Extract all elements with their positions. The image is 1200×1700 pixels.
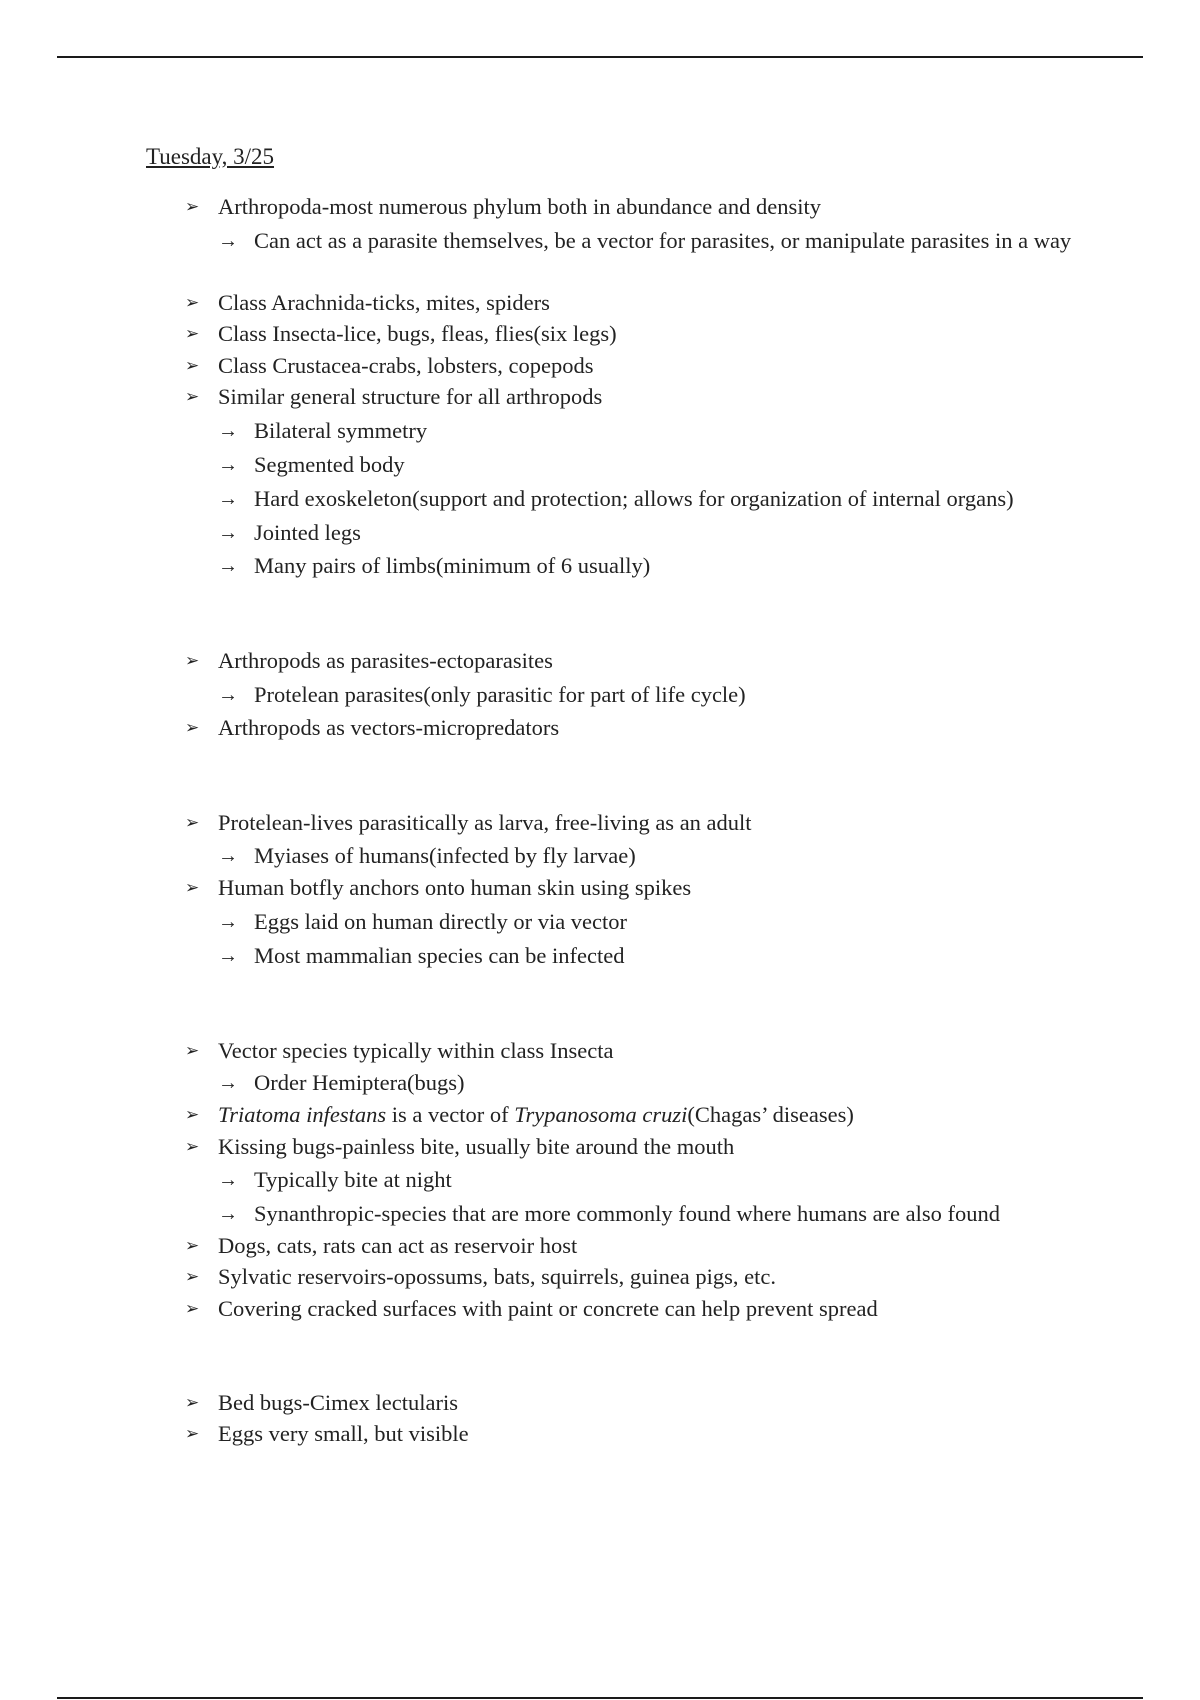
sub-list-item: → Eggs laid on human directly or via vector <box>254 907 627 937</box>
bullet-arrow-icon: ➢ <box>185 1236 200 1255</box>
sub-list-item: → Jointed legs <box>254 518 361 548</box>
sub-list-item: → Synanthropic-species that are more commonly found where humans are also found <box>254 1199 1000 1229</box>
right-arrow-icon: → <box>218 945 238 967</box>
right-arrow-icon: → <box>218 230 238 252</box>
bullet-arrow-icon: ➢ <box>185 878 200 897</box>
right-arrow-icon: → <box>218 522 238 544</box>
bullet-arrow-icon: ➢ <box>185 651 200 670</box>
right-arrow-icon: → <box>218 488 238 510</box>
right-arrow-icon: → <box>218 555 238 577</box>
list-item: ➢ Sylvatic reservoirs-opossums, bats, squirrels, guinea pigs, etc. <box>218 1262 776 1292</box>
bullet-arrow-icon: ➢ <box>185 293 200 312</box>
bullet-arrow-icon: ➢ <box>185 1137 200 1156</box>
list-item: ➢ Covering cracked surfaces with paint or concrete can help prevent spread <box>218 1294 878 1324</box>
list-item: ➢ Triatoma infestans is a vector of Trypanosoma cruzi(Chagas’ diseases) <box>218 1100 854 1130</box>
bullet-arrow-icon: ➢ <box>185 1267 200 1286</box>
list-item: ➢ Eggs very small, but visible <box>218 1419 469 1449</box>
bullet-arrow-icon: ➢ <box>185 1299 200 1318</box>
sub-list-item: → Typically bite at night <box>254 1165 452 1195</box>
list-item: ➢ Vector species typically within class Insecta <box>218 1036 614 1066</box>
sub-list-item: → Most mammalian species can be infected <box>254 941 625 971</box>
sub-list-item: → Many pairs of limbs(minimum of 6 usually) <box>254 551 650 581</box>
top-rule <box>57 56 1143 58</box>
list-item: ➢ Dogs, cats, rats can act as reservoir host <box>218 1231 577 1261</box>
sub-list-item: → Can act as a parasite themselves, be a vector for parasites, or manipulate parasites in a way <box>254 226 1094 256</box>
sub-list-item: → Myiases of humans(infected by fly larvae) <box>254 841 636 871</box>
right-arrow-icon: → <box>218 911 238 933</box>
bullet-arrow-icon: ➢ <box>185 387 200 406</box>
list-item: ➢ Bed bugs-Cimex lectularis <box>218 1388 458 1418</box>
bullet-arrow-icon: ➢ <box>185 718 200 737</box>
sub-list-item: → Protelean parasites(only parasitic for part of life cycle) <box>254 680 746 710</box>
list-item: ➢ Class Crustacea-crabs, lobsters, copepods <box>218 351 594 381</box>
right-arrow-icon: → <box>218 1203 238 1225</box>
sub-list-item: → Segmented body <box>254 450 405 480</box>
bullet-arrow-icon: ➢ <box>185 197 200 216</box>
right-arrow-icon: → <box>218 1072 238 1094</box>
list-item: ➢ Similar general structure for all arthropods <box>218 382 602 412</box>
bullet-arrow-icon: ➢ <box>185 1041 200 1060</box>
page-date-heading: Tuesday, 3/25 <box>146 144 275 169</box>
bullet-arrow-icon: ➢ <box>185 356 200 375</box>
bullet-arrow-icon: ➢ <box>185 1105 200 1124</box>
sub-list-item: → Order Hemiptera(bugs) <box>254 1068 465 1098</box>
list-item: ➢ Arthropods as parasites-ectoparasites <box>218 646 553 676</box>
bullet-arrow-icon: ➢ <box>185 1424 200 1443</box>
right-arrow-icon: → <box>218 845 238 867</box>
list-item: ➢ Protelean-lives parasitically as larva, free-living as an adult <box>218 808 752 838</box>
right-arrow-icon: → <box>218 1169 238 1191</box>
list-item: ➢ Kissing bugs-painless bite, usually bite around the mouth <box>218 1132 734 1162</box>
sub-list-item: → Hard exoskeleton(support and protection; allows for organization of internal organs) <box>254 484 1014 514</box>
bullet-arrow-icon: ➢ <box>185 1393 200 1412</box>
bullet-arrow-icon: ➢ <box>185 324 200 343</box>
list-item: ➢ Class Insecta-lice, bugs, fleas, flies(six legs) <box>218 319 617 349</box>
list-item: ➢ Arthropoda-most numerous phylum both in abundance and density <box>218 192 821 222</box>
sub-list-item: → Bilateral symmetry <box>254 416 427 446</box>
list-item: ➢ Class Arachnida-ticks, mites, spiders <box>218 288 550 318</box>
right-arrow-icon: → <box>218 684 238 706</box>
list-item: ➢ Arthropods as vectors-micropredators <box>218 713 559 743</box>
bottom-rule <box>57 1697 1143 1699</box>
right-arrow-icon: → <box>218 454 238 476</box>
bullet-arrow-icon: ➢ <box>185 813 200 832</box>
right-arrow-icon: → <box>218 420 238 442</box>
list-item: ➢ Human botfly anchors onto human skin using spikes <box>218 873 691 903</box>
